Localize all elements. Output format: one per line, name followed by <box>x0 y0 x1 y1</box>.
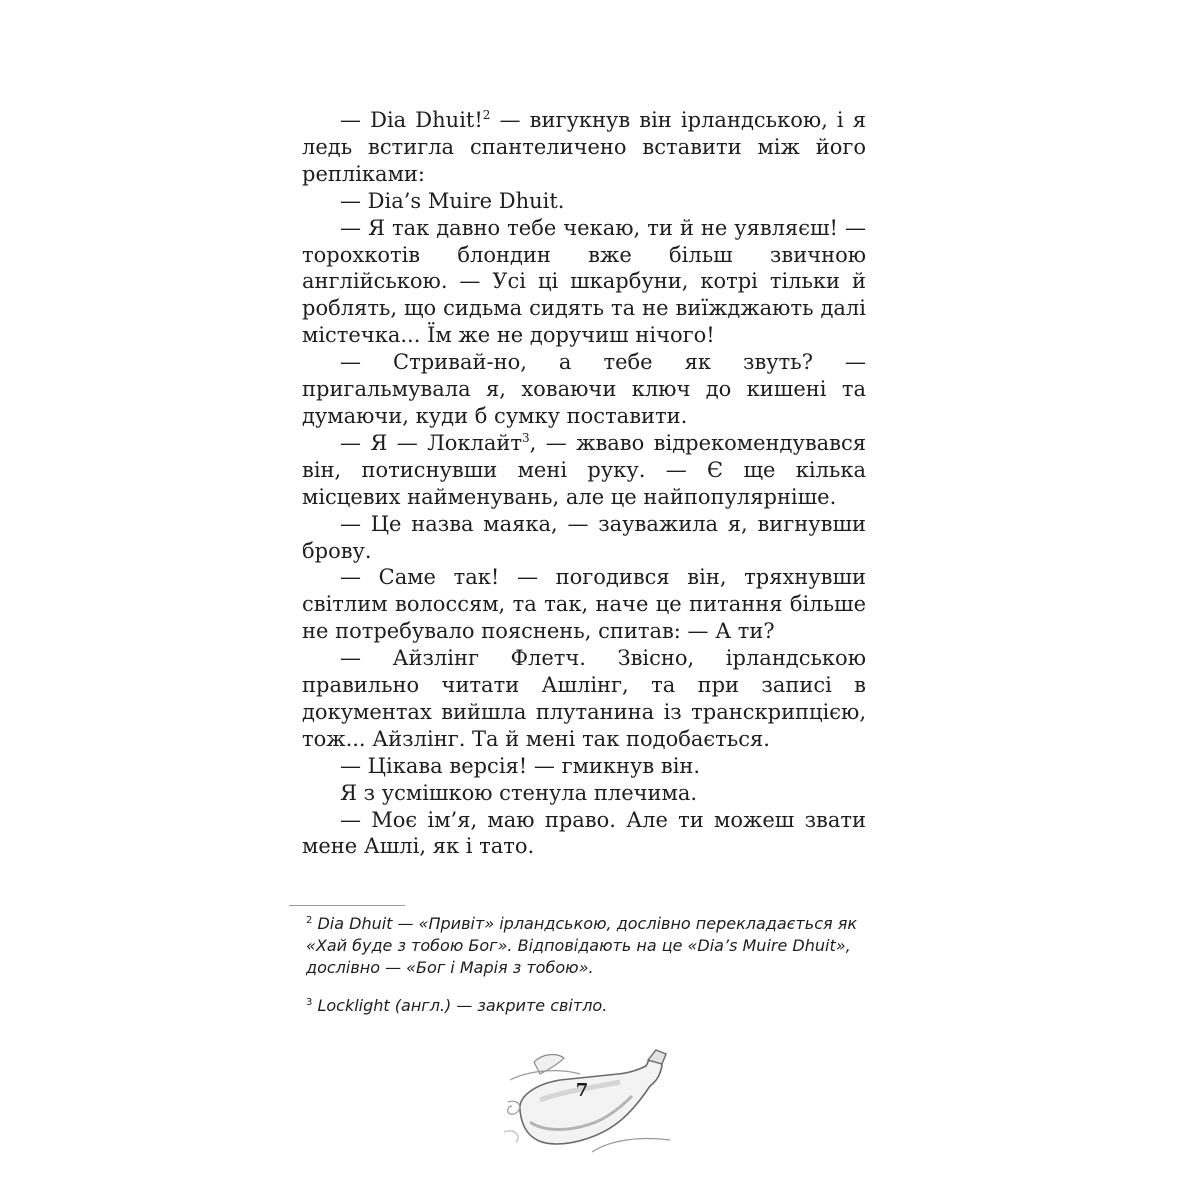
footnote-mark-3: 3 <box>306 997 313 1008</box>
bottle-icon <box>500 1040 700 1156</box>
paragraph-8: — Айзлінг Флетч. Звісно, ірландською правильно читати Ашлінг, та при записі в документах вийшла плутанина із транскрипцією, тож... Айзлінг. Та й мені так подобається. <box>302 646 866 751</box>
paragraph-9: — Цікава версія! — гмикнув він. <box>340 753 701 778</box>
paragraph-3: — Я так давно тебе чекаю, ти й не уявляєш! — торохкотів блондин вже більш звичною англійською. — Усі ці шкарбуни, котрі тільки й роблять, що сидьма сидять та не виїжджають далі містечка... Їм же не доручиш нічого! <box>302 215 866 348</box>
paragraph-2: — Dia’s Muire Dhuit. <box>340 188 565 213</box>
footnote-3: $^3$ Locklight (англ.) — закрите світло. <box>306 996 608 1015</box>
footnote-ref-2: 2 <box>482 108 491 122</box>
paragraph-6: — Це назва маяка, — зауважила я, вигнувши брову. <box>302 511 866 563</box>
paragraph-5: — Я — Локлайт$^3$, — жваво відрекомендувався він, потиснувши мені руку. — Є ще кілька місцевих найменувань, але це найпопулярніше. <box>302 430 866 509</box>
main-text <box>302 107 866 860</box>
paragraph-4: — Стривай-но, а тебе як звуть? — пригальмувала я, ховаючи ключ до кишені та думаючи, куди б сумку поставити. <box>302 350 866 428</box>
paragraph-10: Я з усмішкою стенула плечима. <box>340 780 698 805</box>
footnote-ref-3: 3 <box>521 430 530 445</box>
footnote-mark-2: 2 <box>306 915 313 926</box>
footnote-divider <box>289 905 405 906</box>
page-number: 7 <box>575 1080 589 1101</box>
paragraph-11: — Моє ім’я, маю право. Але ти можеш звати мене Ашлі, як і тато. <box>302 807 866 859</box>
footnote-2: $^2$ Dia Dhuit — «Привіт» ірландською, дослівно перекладається як «Хай буде з тобою Бог». Відповідають на це «Dia’s Muire Dhuit», дослівно — «Бог і Марія з тобою». <box>306 914 857 977</box>
footnotes <box>306 913 868 1017</box>
paragraph-7: — Саме так! — погодився він, тряхнувши світлим волоссям, та так, наче це питання більше не потребувало пояснень, спитав: — А ти? <box>302 565 866 644</box>
paragraph-1: — Dia Dhuit!$^2$ — вигукнув він ірландською, і я ледь встигла спантеличено вставити між його репліками: <box>302 108 866 186</box>
